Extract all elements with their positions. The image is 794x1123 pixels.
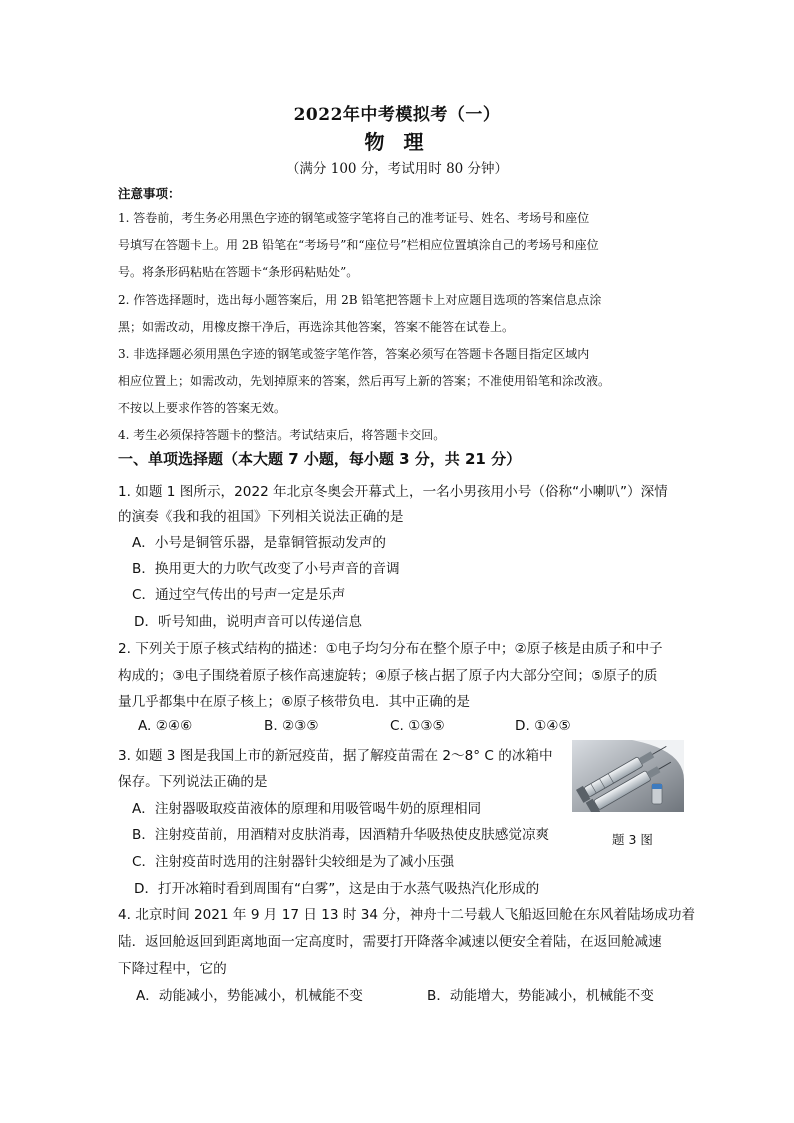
figure-3-caption: 题 3 图 [612, 832, 653, 847]
exam-title: 2022年中考模拟考（一） [293, 105, 501, 125]
question-3-option-d: D．打开冰箱时看到周围有“白雾”，这是由于水蒸气吸热汽化形成的 [134, 881, 540, 897]
question-1-option-c: C．通过空气传出的号声一定是乐声 [132, 587, 346, 603]
question-3-option-a: A．注射器吸取疫苗液体的原理和用吸管喝牛奶的原理相同 [132, 801, 482, 817]
question-4-option-b: B．动能增大，势能减小，机械能不变 [427, 988, 654, 1004]
section-heading: 一、单项选择题（本大题 7 小题，每小题 3 分，共 21 分） [118, 450, 522, 468]
question-2-option-a: A. ②④⑥ [138, 718, 193, 734]
question-2-option-b: B. ②③⑤ [264, 718, 319, 734]
notice-line: 黑；如需改动，用橡皮擦干净后，再选涂其他答案，答案不能答在试卷上。 [118, 320, 515, 334]
question-1-option-a: A．小号是铜管乐器，是靠铜管振动发声的 [132, 535, 386, 551]
notice-heading: 注意事项： [118, 186, 181, 201]
exam-info: （满分 100 分，考试用时 80 分钟） [285, 161, 509, 177]
notice-line: 1. 答卷前，考生务必用黑色字迹的钢笔或签字笔将自己的准考证号、姓名、考场号和座位 [118, 211, 590, 225]
subject-title: 物 理 [364, 130, 430, 154]
notice-line: 3. 非选择题必须用黑色字迹的钢笔或签字笔作答，答案必须写在答题卡各题目指定区域内 [118, 347, 590, 361]
question-3-stem: 3. 如题 3 图是我国上市的新冠疫苗，据了解疫苗需在 2～8° C 的冰箱中 [118, 748, 553, 764]
question-1-option-d: D．听号知曲，说明声音可以传递信息 [134, 614, 362, 630]
question-2-stem: 量几乎都集中在原子核上；⑥原子核带负电．其中正确的是 [118, 694, 471, 710]
question-2-stem: 构成的；③电子围绕着原子核作高速旋转；④原子核占据了原子内大部分空间；⑤原子的质 [118, 668, 658, 684]
notice-line: 号填写在答题卡上。用 2B 铅笔在“考场号”和“座位号”栏相应位置填涂自己的考场号和座位 [118, 238, 599, 252]
notice-line: 不按以上要求作答的答案无效。 [118, 401, 287, 415]
vaccine-syringe-figure [572, 740, 684, 812]
notice-line: 相应位置上；如需改动，先划掉原来的答案，然后再写上新的答案；不准使用铅笔和涂改液。 [118, 374, 611, 388]
question-1-stem: 1. 如题 1 图所示，2022 年北京冬奥会开幕式上，一名小男孩用小号（俗称“小喇叭”）深情 [118, 484, 668, 500]
question-3-option-b: B．注射疫苗前，用酒精对皮肤消毒，因酒精升华吸热使皮肤感觉凉爽 [132, 827, 550, 843]
notice-line: 2. 作答选择题时，选出每小题答案后，用 2B 铅笔把答题卡上对应题目选项的答案信息点涂 [118, 293, 602, 307]
question-4-option-a: A．动能减小，势能减小，机械能不变 [136, 988, 363, 1004]
question-2-stem: 2. 下列关于原子核式结构的描述：①电子均匀分布在整个原子中；②原子核是由质子和中子 [118, 641, 663, 657]
question-3-stem: 保存。下列说法正确的是 [118, 774, 268, 790]
question-1-option-b: B．换用更大的力吹气改变了小号声音的音调 [132, 561, 400, 577]
notice-line: 号。将条形码粘贴在答题卡“条形码粘贴处”。 [118, 265, 359, 279]
question-2-option-c: C. ①③⑤ [390, 718, 445, 734]
question-4-stem: 4. 北京时间 2021 年 9 月 17 日 13 时 34 分，神舟十二号载人飞船返回舱在东风着陆场成功着 [118, 907, 696, 923]
question-4-stem: 下降过程中，它的 [118, 961, 227, 977]
question-1-stem: 的演奏《我和我的祖国》下列相关说法正确的是 [118, 509, 404, 525]
question-2-option-d: D. ①④⑤ [515, 718, 571, 734]
notice-line: 4. 考生必须保持答题卡的整洁。考试结束后，将答题卡交回。 [118, 428, 446, 442]
question-3-option-c: C．注射疫苗时选用的注射器针尖较细是为了减小压强 [132, 854, 455, 870]
question-4-stem: 陆．返回舱返回到距离地面一定高度时，需要打开降落伞减速以便安全着陆，在返回舱减速 [118, 934, 662, 950]
